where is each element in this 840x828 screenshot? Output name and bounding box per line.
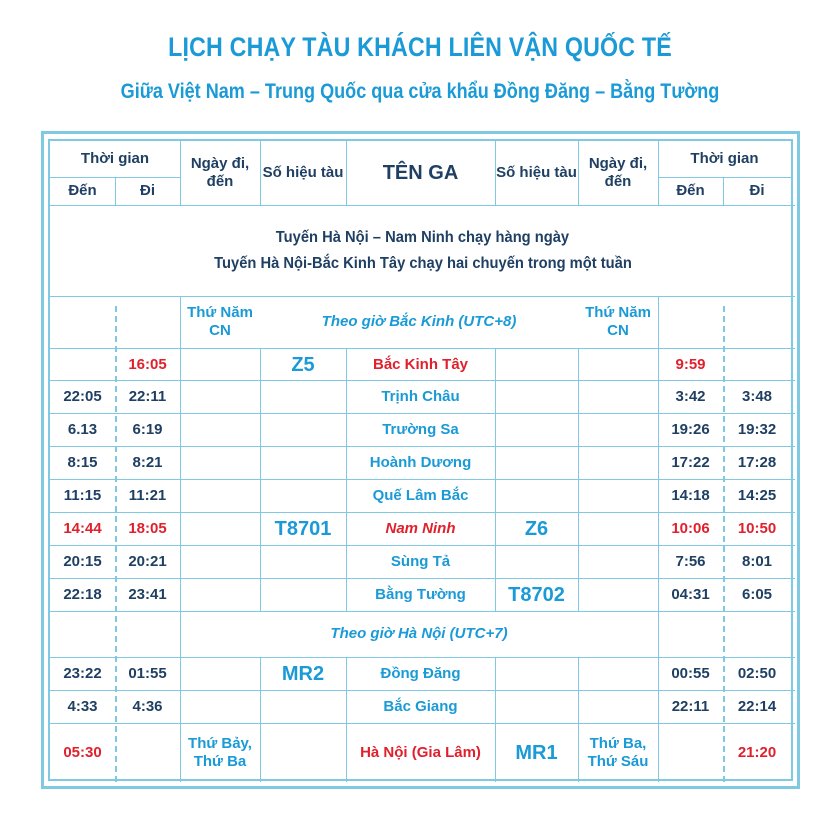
section-hanoi-time: Theo giờ Hà Nội (UTC+7): [330, 625, 508, 642]
arrive-right-7: 04:31: [671, 585, 710, 603]
depart-right-9: 22:14: [737, 697, 777, 715]
header-vline: [495, 141, 496, 205]
depart-left-4: 11:21: [128, 486, 167, 504]
station-6: Sùng Tả: [390, 552, 451, 570]
depart-left-6: 20:21: [128, 552, 167, 570]
train-right-1: [495, 380, 578, 413]
dashed-divider: [723, 306, 725, 782]
station-2: Trường Sa: [382, 420, 459, 438]
dashed-divider: [115, 306, 117, 782]
arrive-left-9: 4:33: [67, 697, 98, 715]
row-line: [50, 578, 795, 579]
depart-left-7: 23:41: [128, 585, 167, 603]
train-left-9: [260, 690, 346, 723]
arrive-left-7: 22:18: [63, 585, 102, 603]
days-left-top: Thứ Năm CN: [187, 304, 253, 339]
row-line: [50, 446, 795, 447]
depart-right-8: 02:50: [737, 664, 777, 682]
arrive-right-1: 3:42: [675, 387, 706, 405]
header-time-right: Thời gian: [690, 150, 759, 167]
depart-right-4: 14:25: [737, 486, 777, 504]
depart-left-5: 18:05: [128, 519, 167, 537]
route-banner: [50, 205, 795, 296]
column-line: [578, 348, 579, 611]
header-arrive-right: Đến: [676, 182, 705, 199]
arrive-left-10: 05:30: [63, 743, 102, 761]
column-line: [578, 657, 579, 782]
train-left-1: [260, 380, 346, 413]
train-left-3: [260, 446, 346, 479]
column-line: [495, 657, 496, 782]
days-right-bottom: Thứ Ba, Thứ Sáu: [587, 734, 649, 770]
train-left-5: T8701: [274, 517, 332, 540]
train-right-0: [495, 348, 578, 381]
row-line: [50, 380, 795, 381]
arrive-left-8: 23:22: [63, 664, 102, 682]
arrive-left-5: 14:44: [63, 519, 102, 537]
depart-right-2: 19:32: [737, 420, 777, 438]
arrive-right-4: 14:18: [671, 486, 710, 504]
row-line: [50, 723, 795, 724]
train-left-0: Z5: [291, 353, 315, 376]
arrive-left-0: [50, 348, 115, 381]
arrive-left-2: 6.13: [67, 420, 98, 438]
header-station: TÊN GA: [382, 162, 459, 184]
header-vline: [578, 141, 579, 205]
station-8: Đồng Đăng: [380, 664, 461, 682]
train-right-7: T8702: [508, 583, 565, 606]
route-line2: Tuyến Hà Nội-Bắc Kinh Tây chạy hai chuyến trong một tuần: [213, 254, 632, 272]
depart-right-1: 3:48: [741, 387, 773, 405]
section-beijing-time: Theo giờ Bắc Kinh (UTC+8): [321, 313, 517, 330]
header-train-right: Số hiệu tàu: [496, 164, 577, 181]
header-vline: [346, 141, 347, 205]
depart-right-10: 21:20: [737, 743, 777, 761]
header-vline: [260, 141, 261, 205]
arrive-right-5: 10:06: [671, 519, 710, 537]
row-line: [50, 545, 795, 546]
arrive-right-9: 22:11: [671, 697, 710, 715]
station-7: Bằng Tường: [375, 585, 466, 603]
column-line: [180, 296, 181, 782]
header-time-left: Thời gian: [80, 150, 150, 167]
header-divider: [658, 177, 791, 178]
arrive-right-8: 00:55: [671, 664, 710, 682]
depart-left-1: 22:11: [128, 387, 167, 405]
depart-right-3: 17:28: [737, 453, 777, 471]
arrive-right-6: 7:56: [675, 552, 706, 570]
timetable-frame: [41, 131, 800, 789]
train-left-10: [260, 723, 346, 782]
train-right-10: MR1: [515, 741, 558, 764]
header-sub-vline: [115, 177, 116, 205]
row-line: [50, 611, 795, 612]
station-5: Nam Ninh: [385, 519, 456, 537]
train-right-5: Z6: [524, 517, 549, 540]
station-3: Hoành Dương: [369, 453, 472, 471]
train-left-8: MR2: [281, 662, 325, 685]
depart-left-0: 16:05: [128, 355, 167, 373]
train-right-4: [495, 479, 578, 512]
header-vline: [180, 141, 181, 205]
arrive-right-3: 17:22: [671, 453, 710, 471]
route-line1: Tuyến Hà Nội – Nam Ninh chạy hàng ngày: [275, 228, 570, 246]
header-train-left: Số hiệu tàu: [262, 164, 344, 181]
train-right-8: [495, 657, 578, 690]
depart-right-7: 6:05: [741, 585, 773, 603]
row-line: [50, 657, 795, 658]
row-line: [50, 690, 795, 691]
train-right-6: [495, 545, 578, 578]
depart-left-3: 8:21: [132, 453, 163, 471]
station-1: Trịnh Châu: [381, 387, 460, 405]
page-subtitle: Giữa Việt Nam – Trung Quốc qua cửa khẩu Đồng Đăng – Bằng Tường: [120, 80, 720, 103]
column-line: [495, 348, 496, 611]
column-line: [260, 348, 261, 611]
arrive-right-0: 9:59: [675, 355, 706, 373]
row-line: [50, 348, 795, 349]
depart-left-9: 4:36: [132, 697, 163, 715]
row-line: [50, 413, 795, 414]
days-left-bottom: Thứ Bảy, Thứ Ba: [188, 734, 252, 770]
arrive-right-2: 19:26: [671, 420, 710, 438]
train-left-2: [260, 413, 346, 446]
header-days-left: Ngày đi, đến: [190, 155, 250, 190]
station-0: Bắc Kinh Tây: [372, 355, 469, 373]
depart-left-2: 6:19: [132, 420, 163, 438]
arrive-left-4: 11:15: [63, 486, 102, 504]
column-line: [346, 348, 347, 611]
timetable: [48, 139, 793, 781]
train-right-9: [495, 690, 578, 723]
days-right-top: Thứ Năm CN: [585, 304, 651, 339]
depart-left-8: 01:55: [128, 664, 167, 682]
arrive-left-6: 20:15: [63, 552, 102, 570]
column-line: [658, 296, 659, 782]
row-line: [50, 512, 795, 513]
train-left-4: [260, 479, 346, 512]
depart-left-10: [115, 723, 180, 782]
page-title: LỊCH CHẠY TÀU KHÁCH LIÊN VẬN QUỐC TẾ: [168, 32, 672, 62]
header-depart-right: Đi: [749, 182, 765, 199]
column-line: [260, 657, 261, 782]
station-10: Hà Nội (Gia Lâm): [360, 743, 481, 761]
arrive-right-10: [658, 723, 723, 782]
depart-right-6: 8:01: [741, 552, 773, 570]
train-left-7: [260, 578, 346, 611]
header-depart-left: Đi: [140, 182, 155, 199]
arrive-left-1: 22:05: [63, 387, 102, 405]
depart-right-0: [723, 348, 791, 381]
header-arrive-left: Đến: [68, 182, 97, 199]
header-sub-vline: [723, 177, 724, 205]
column-line: [346, 657, 347, 782]
arrive-left-3: 8:15: [67, 453, 98, 471]
train-left-6: [260, 545, 346, 578]
header-days-right: Ngày đi, đến: [588, 155, 648, 190]
row-line: [50, 479, 795, 480]
header-vline: [658, 141, 659, 205]
station-9: Bắc Giang: [383, 697, 458, 715]
depart-right-5: 10:50: [737, 519, 777, 537]
train-right-2: [495, 413, 578, 446]
train-right-3: [495, 446, 578, 479]
station-4: Quế Lâm Bắc: [372, 486, 469, 504]
